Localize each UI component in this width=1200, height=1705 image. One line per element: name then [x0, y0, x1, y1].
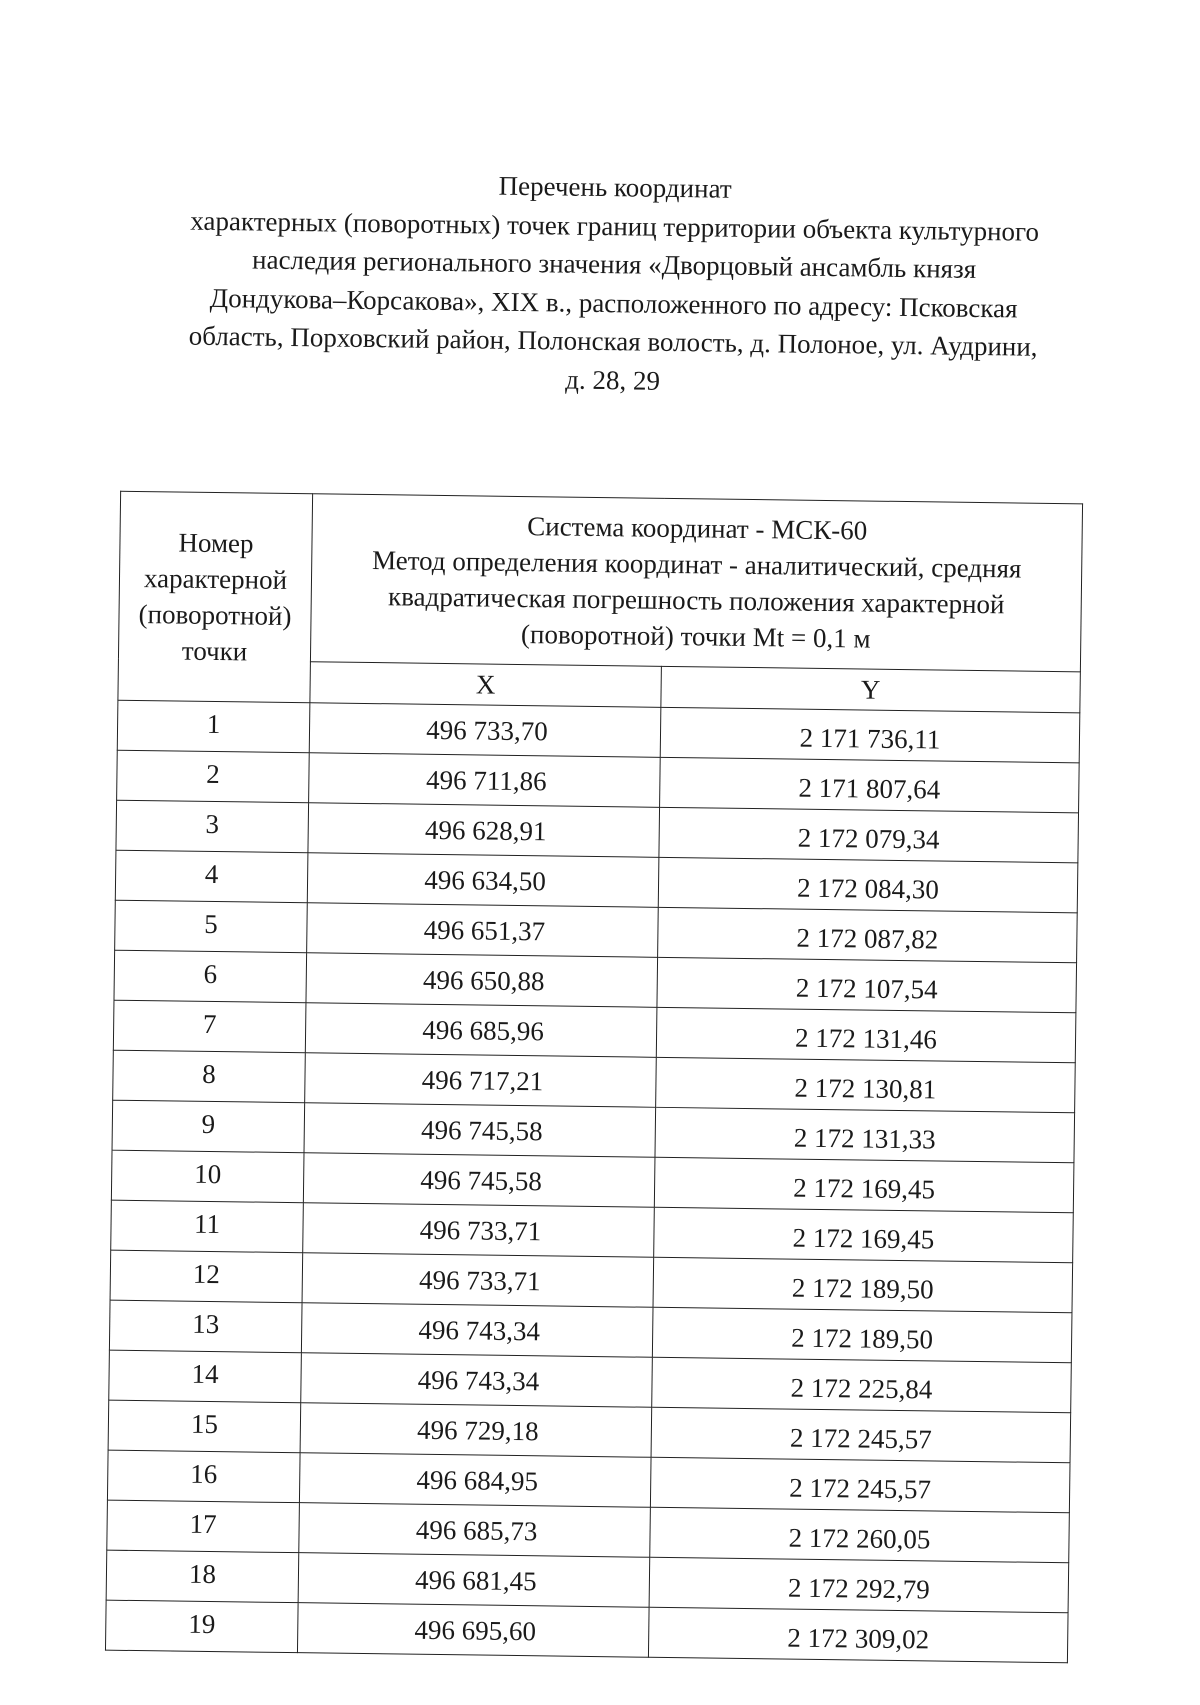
x-value: 496 685,73	[299, 1503, 651, 1558]
header-line: (поворотной) точки Mt = 0,1 м	[520, 619, 871, 654]
point-number: 7	[113, 1000, 306, 1053]
x-value: 496 628,91	[308, 803, 660, 858]
x-column-header: X	[310, 662, 662, 708]
y-value: 2 172 225,84	[652, 1357, 1072, 1412]
header-line: Метод определения координат - аналитический, средняя	[371, 545, 1022, 584]
point-number: 15	[108, 1400, 301, 1453]
x-value: 496 743,34	[301, 1353, 653, 1408]
point-number: 2	[117, 750, 310, 803]
y-value: 2 172 245,57	[650, 1457, 1070, 1512]
y-value: 2 172 189,50	[652, 1307, 1072, 1362]
title-line: характерных (поворотных) точек границ территории объекта культурного	[190, 205, 1040, 247]
x-value: 496 717,21	[305, 1053, 657, 1108]
y-value: 2 172 169,45	[654, 1207, 1074, 1262]
header-line: (поворотной)	[138, 598, 292, 631]
x-value: 496 685,96	[305, 1003, 657, 1058]
point-number: 3	[116, 800, 309, 853]
document-title	[147, 162, 1080, 405]
point-number: 14	[109, 1350, 302, 1403]
title-line: д. 28, 29	[565, 364, 661, 396]
x-value: 496 733,70	[309, 703, 661, 758]
header-line: квадратическая погрешность положения характерной	[387, 581, 1005, 620]
point-number: 5	[115, 900, 308, 953]
point-number: 12	[110, 1250, 303, 1303]
point-number: 18	[106, 1550, 299, 1603]
y-value: 2 172 087,82	[658, 907, 1078, 962]
header-line: характерной	[143, 563, 288, 595]
point-number: 4	[115, 850, 308, 903]
y-value: 2 172 260,05	[650, 1507, 1070, 1562]
point-number: 13	[109, 1300, 302, 1353]
point-number: 19	[105, 1600, 298, 1653]
y-value: 2 171 807,64	[660, 757, 1080, 812]
coordinate-system-header	[310, 494, 1082, 672]
y-value: 2 172 292,79	[649, 1557, 1069, 1612]
title-line: наследия регионального значения «Дворцовый ансамбль князя	[251, 244, 977, 284]
x-value: 496 729,18	[300, 1403, 652, 1458]
y-value: 2 172 189,50	[653, 1257, 1073, 1312]
x-value: 496 711,86	[309, 753, 661, 808]
y-value: 2 172 130,81	[656, 1057, 1076, 1112]
x-value: 496 681,45	[298, 1553, 650, 1608]
title-line: Перечень координат	[498, 170, 732, 204]
title-line: область, Порховский район, Полонская волость, д. Полоное, ул. Аудрини,	[188, 320, 1038, 362]
point-number: 1	[117, 700, 310, 753]
x-value: 496 634,50	[307, 853, 659, 908]
x-value: 496 650,88	[306, 953, 658, 1008]
y-value: 2 172 309,02	[648, 1607, 1068, 1662]
x-value: 496 695,60	[297, 1603, 649, 1658]
point-number: 8	[113, 1050, 306, 1103]
x-value: 496 733,71	[302, 1253, 654, 1308]
y-column-header: Y	[661, 666, 1081, 713]
y-value: 2 172 131,33	[655, 1107, 1075, 1162]
point-number: 10	[111, 1150, 304, 1203]
x-value: 496 651,37	[307, 903, 659, 958]
y-value: 2 172 169,45	[654, 1157, 1074, 1212]
x-value: 496 745,58	[303, 1153, 655, 1208]
header-line: Система координат - МСК-60	[527, 511, 868, 546]
y-value: 2 172 079,34	[659, 807, 1079, 862]
y-value: 2 172 131,46	[656, 1007, 1076, 1062]
y-value: 2 172 084,30	[658, 857, 1078, 912]
y-value: 2 172 245,57	[651, 1407, 1071, 1462]
coordinates-table	[105, 491, 1083, 1664]
point-number: 11	[111, 1200, 304, 1253]
x-value: 496 733,71	[303, 1203, 655, 1258]
point-number: 16	[107, 1450, 300, 1503]
header-line: Номер	[178, 527, 254, 559]
x-value: 496 743,34	[301, 1303, 653, 1358]
title-line: Дондукова–Корсакова», XIX в., расположенного по адресу: Псковская	[209, 282, 1018, 323]
point-number-header	[118, 491, 313, 702]
x-value: 496 684,95	[299, 1453, 651, 1508]
point-number: 17	[107, 1500, 300, 1553]
x-value: 496 745,58	[304, 1103, 656, 1158]
y-value: 2 171 736,11	[660, 707, 1080, 762]
point-number: 9	[112, 1100, 305, 1153]
point-number: 6	[114, 950, 307, 1003]
header-line: точки	[181, 635, 248, 667]
y-value: 2 172 107,54	[657, 957, 1077, 1012]
